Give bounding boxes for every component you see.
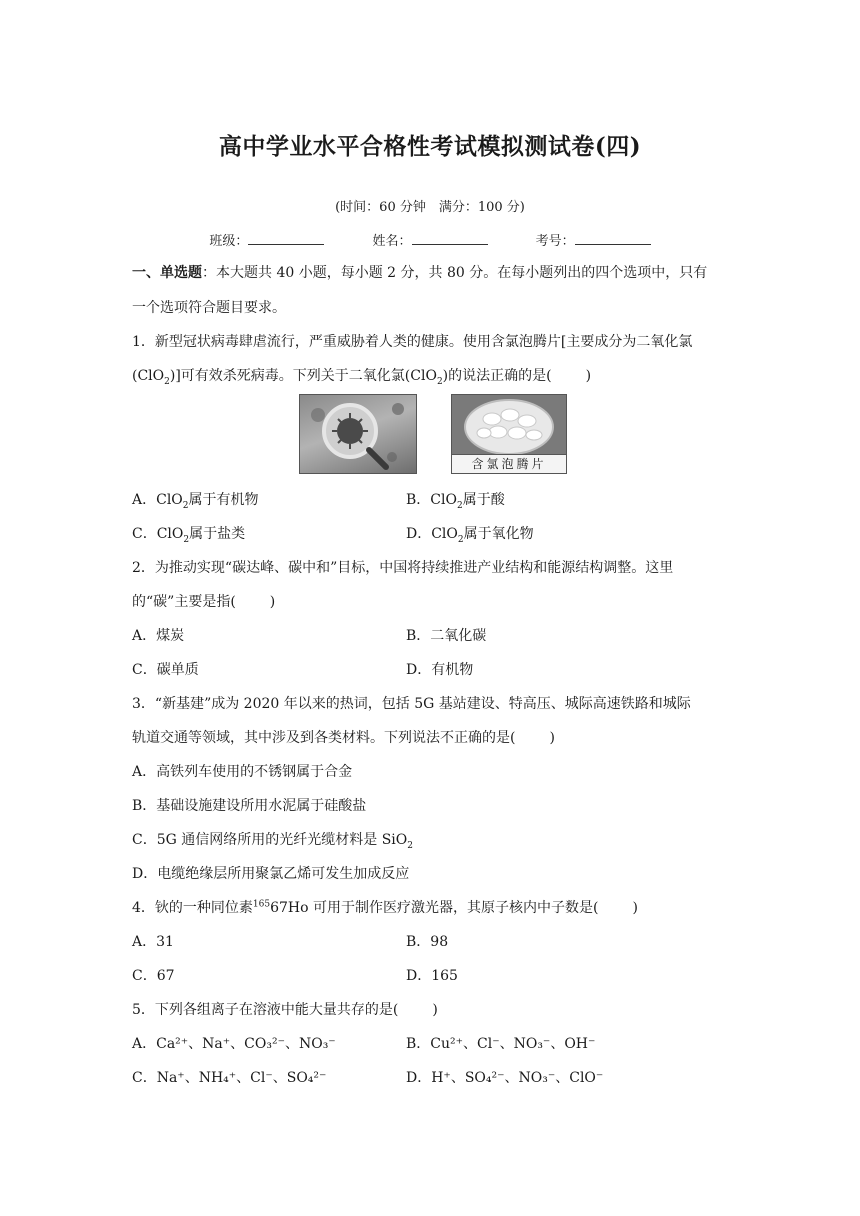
q1-option-c[interactable] <box>132 523 245 543</box>
q4-stem <box>132 897 638 917</box>
q5-option-b[interactable]: B．Cu²⁺、Cl⁻、NO₃⁻、OH⁻ <box>406 1036 596 1052</box>
page-title: 高中学业水平合格性考试模拟测试卷(四) <box>218 133 642 160</box>
q1-stem-line1: 1．新型冠状病毒肆虐流行，严重威胁着人类的健康。使用含氯泡腾片[主要成分为二氧化氯 <box>132 334 693 350</box>
paren-close: ) <box>632 900 638 916</box>
paren-close: ) <box>269 594 276 610</box>
tablet-caption: 含氯泡腾片 <box>452 454 566 473</box>
student-info-row <box>0 230 860 249</box>
q4-option-a[interactable]: A．31 <box>132 934 174 950</box>
name-blank[interactable] <box>412 232 488 245</box>
section-heading: 一、单选题 <box>132 265 202 281</box>
subscript: 2 <box>457 534 464 545</box>
paren-close: ) <box>432 1002 438 1018</box>
q1-text-b: )]可有效杀死病毒。下列关于二氧化氯(ClO <box>169 368 437 384</box>
q2-option-a[interactable]: A．煤炭 <box>132 628 185 644</box>
q2-stem-line2 <box>132 591 275 611</box>
option-text: D．ClO <box>406 526 458 542</box>
q3-option-b[interactable]: B．基础设施建设所用水泥属于硅酸盐 <box>132 798 367 814</box>
option-text: A．ClO <box>132 492 183 508</box>
q3-option-c[interactable] <box>132 829 413 849</box>
q3-option-a[interactable]: A．高铁列车使用的不锈钢属于合金 <box>132 764 353 780</box>
q5-stem <box>132 999 438 1019</box>
subscript: 2 <box>182 500 189 511</box>
q3-stem-line2 <box>132 727 555 747</box>
name-field <box>372 234 487 249</box>
exam-time-score: (时间：60 分钟 满分：100 分) <box>335 200 525 215</box>
subscript: 2 <box>183 534 190 545</box>
section-intro-line1 <box>132 262 707 282</box>
q1-option-a[interactable] <box>132 489 259 509</box>
class-field <box>209 234 324 249</box>
exam-number-blank[interactable] <box>575 232 651 245</box>
subscript: 2 <box>407 840 413 851</box>
subscript: 2 <box>164 376 170 387</box>
q3-text: 轨道交通等领域，其中涉及到各类材料。下列说法不正确的是( <box>132 730 516 746</box>
q4-text-a: 4．钬的一种同位素 <box>132 900 253 916</box>
q5-option-d[interactable]: D．H⁺、SO₄²⁻、NO₃⁻、ClO⁻ <box>406 1070 604 1086</box>
q5-option-a[interactable]: A．Ca²⁺、Na⁺、CO₃²⁻、NO₃⁻ <box>132 1036 336 1052</box>
q1-option-d[interactable] <box>406 523 534 543</box>
subscript: 2 <box>436 376 443 387</box>
q4-option-b[interactable]: B．98 <box>406 934 449 950</box>
q2-option-d[interactable]: D．有机物 <box>406 662 474 678</box>
option-text: 属于氧化物 <box>463 526 534 542</box>
exam-number-label: 考号： <box>535 234 575 249</box>
class-blank[interactable] <box>248 232 324 245</box>
tablet-plate-icon <box>452 395 566 455</box>
class-label: 班级： <box>209 234 249 249</box>
subscript: 2 <box>456 500 463 511</box>
option-text: B．ClO <box>406 492 457 508</box>
paren-close: ) <box>549 730 555 746</box>
q5-option-c[interactable]: C．Na⁺、NH₄⁺、Cl⁻、SO₄²⁻ <box>132 1070 327 1086</box>
q1-option-b[interactable] <box>406 489 505 509</box>
effervescent-tablet-image <box>451 394 567 474</box>
q2-stem-line1: 2．为推动实现“碳达峰、碳中和”目标，中国将持续推进产业结构和能源结构调整。这里 <box>132 560 674 576</box>
option-text: 属于酸 <box>462 492 505 508</box>
option-text: C．ClO <box>132 526 184 542</box>
q2-option-b[interactable]: B．二氧化碳 <box>406 628 487 644</box>
q2-option-c[interactable]: C．碳单质 <box>132 662 199 678</box>
q4-option-d[interactable]: D．165 <box>406 968 458 984</box>
option-text: C．5G 通信网络所用的光纤光缆材料是 SiO <box>132 832 408 848</box>
q2-text: 的“碳”主要是指( <box>132 594 236 610</box>
option-text: 属于盐类 <box>189 526 246 542</box>
virus-magnifier-icon <box>300 395 416 473</box>
option-text: 属于有机物 <box>188 492 259 508</box>
section-intro-line2: 一个选项符合题目要求。 <box>132 300 286 316</box>
paren-close: ) <box>585 368 592 384</box>
q3-stem-line1: 3．“新基建”成为 2020 年以来的热词，包括 5G 基站建设、特高压、城际高速铁路和城际 <box>132 696 691 712</box>
name-label: 姓名： <box>372 234 412 249</box>
q4-option-c[interactable]: C．67 <box>132 968 175 984</box>
section-intro-text: ：本大题共 40 小题，每小题 2 分，共 80 分。在每小题列出的四个选项中，只有 <box>202 265 708 281</box>
q4-text-b: 67Ho 可用于制作医疗激光器，其原子核内中子数是( <box>270 900 599 916</box>
superscript: 165 <box>252 899 271 910</box>
q3-option-d[interactable]: D．电缆绝缘层所用聚氯乙烯可发生加成反应 <box>132 866 410 882</box>
q1-text-a: (ClO <box>132 368 165 384</box>
q5-text: 5．下列各组离子在溶液中能大量共存的是( <box>132 1002 399 1018</box>
virus-magnifier-image <box>299 394 417 474</box>
q1-stem-line2 <box>132 365 591 385</box>
q1-text-c: )的说法正确的是( <box>442 368 552 384</box>
exam-number-field <box>536 234 651 249</box>
